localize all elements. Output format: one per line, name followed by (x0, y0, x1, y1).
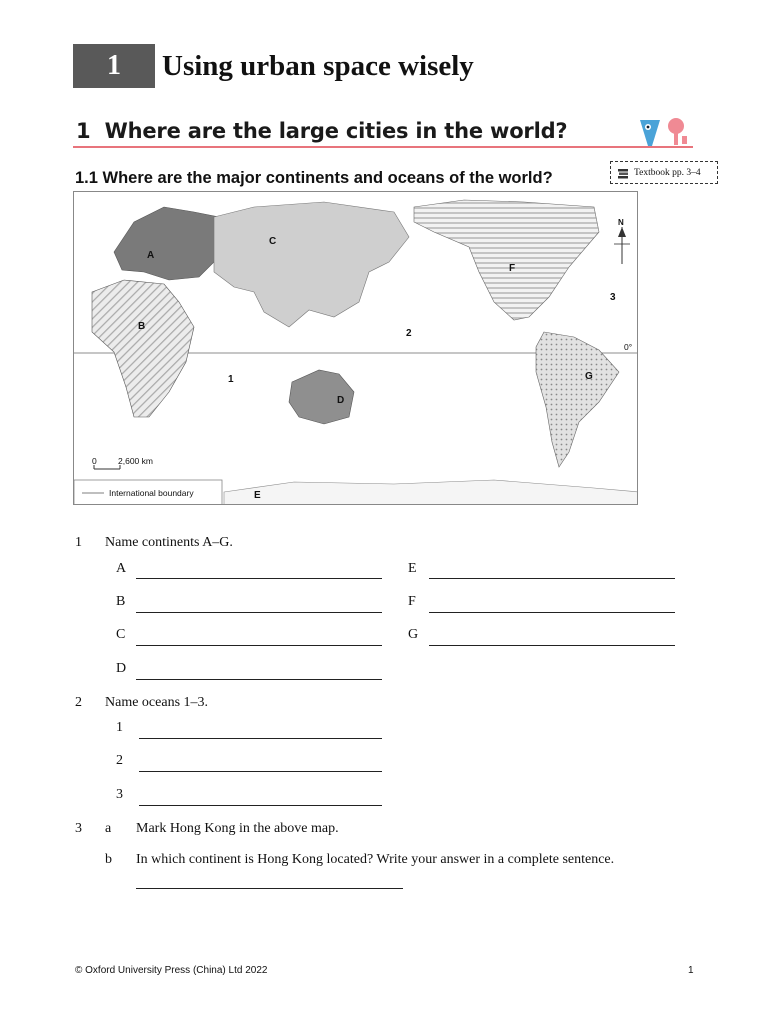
map-label-f: F (509, 263, 516, 274)
q1-letter-b: B (116, 594, 126, 609)
scale-value: 2,600 km (118, 456, 153, 466)
q2-text: Name oceans 1–3. (105, 695, 209, 710)
textbook-reference (610, 161, 718, 184)
q1-letter-c: C (116, 627, 126, 642)
answer-line-g[interactable] (429, 645, 675, 646)
q1-number: 1 (75, 535, 82, 550)
legend-text: International boundary (109, 488, 194, 498)
equator-label: 0° (624, 342, 633, 352)
answer-line-ocean-2[interactable] (139, 771, 382, 772)
q1-letter-g: G (408, 627, 419, 642)
map-label-ocean-2: 2 (406, 328, 412, 339)
map-label-ocean-1: 1 (228, 374, 234, 385)
answer-line-ocean-1[interactable] (139, 738, 382, 739)
map-label-ocean-3: 3 (610, 292, 616, 303)
map-label-c: C (269, 236, 277, 247)
q1-letter-e: E (408, 561, 417, 576)
north-label: N (618, 218, 624, 227)
section-rule (73, 146, 693, 148)
book-stack-icon (617, 167, 629, 179)
q3b-text: In which continent is Hong Kong located? Write your answer in a complete sentence. (136, 852, 615, 867)
answer-line-c[interactable] (136, 645, 382, 646)
answer-line-q3b[interactable] (136, 888, 403, 889)
answer-line-d[interactable] (136, 679, 382, 680)
q1-letter-d: D (116, 661, 127, 676)
section-title-text: Where are the large cities in the world? (104, 119, 568, 143)
q2-number: 2 (75, 695, 82, 710)
scale-zero: 0 (92, 456, 97, 466)
map-label-a: A (147, 250, 155, 261)
page-number: 1 (688, 965, 694, 976)
q3a-label: a (105, 821, 112, 836)
section-title (76, 119, 567, 143)
world-map (73, 191, 638, 505)
world-map-graphic (74, 192, 638, 505)
q1-text: Name continents A–G. (105, 535, 233, 550)
textbook-reference-text: Textbook pp. 3–4 (634, 167, 701, 178)
map-label-g: G (585, 371, 593, 382)
answer-line-b[interactable] (136, 612, 382, 613)
q3a-text: Mark Hong Kong in the above map. (136, 821, 339, 836)
chapter-title: Using urban space wisely (162, 49, 474, 82)
q2-item-3: 3 (116, 787, 123, 802)
footer-copyright: © Oxford University Press (China) Ltd 2022 (75, 965, 268, 976)
q3b-label: b (105, 852, 112, 867)
subsection-title: 1.1 Where are the major continents and oceans of the world? (75, 169, 553, 187)
q3-number: 3 (75, 821, 82, 836)
mascot-icon (638, 116, 696, 150)
answer-line-f[interactable] (429, 612, 675, 613)
map-label-b: B (138, 321, 146, 332)
section-number: 1 (76, 119, 91, 143)
q2-item-1: 1 (116, 720, 123, 735)
q1-letter-a: A (116, 561, 127, 576)
map-label-e: E (254, 490, 261, 501)
q1-letter-f: F (408, 594, 416, 609)
chapter-number: 1 (73, 44, 155, 88)
q2-item-2: 2 (116, 753, 123, 768)
answer-line-ocean-3[interactable] (139, 805, 382, 806)
answer-line-a[interactable] (136, 578, 382, 579)
answer-line-e[interactable] (429, 578, 675, 579)
map-label-d: D (337, 395, 345, 406)
